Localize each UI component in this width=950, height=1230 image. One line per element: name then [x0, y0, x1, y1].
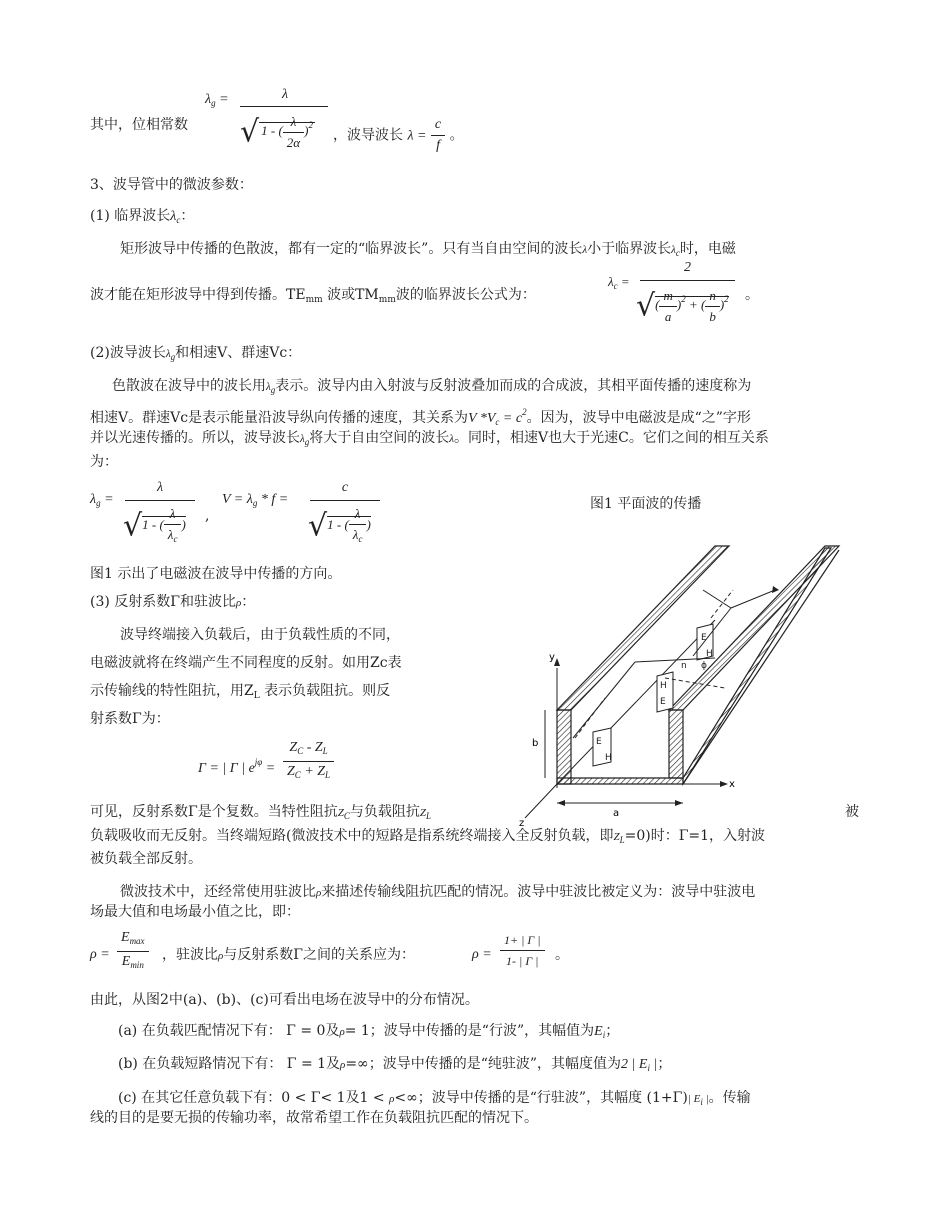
svg-text:H: H [660, 681, 667, 691]
formula-lambda-g: $\lambda_g$ = [205, 92, 229, 108]
svg-text:H: H [706, 649, 713, 659]
z-axis-label: z [519, 818, 525, 829]
svg-text:E: E [660, 697, 666, 707]
svg-text:ϕ: ϕ [701, 661, 707, 671]
svg-text:n: n [681, 661, 687, 671]
section-heading-3: 3、波导管中的微波参数： [90, 177, 253, 193]
y-axis-label: y [549, 652, 555, 663]
formula-phase-velocity: $V = \lambda_g * f$ = [222, 492, 289, 508]
p1-lead: 其中，位相常数 [90, 117, 188, 133]
formula-vswr-gamma: ρ = [472, 947, 492, 962]
dim-b-label: b [532, 738, 539, 749]
figure-caption: 图1 平面波的传播 [590, 496, 702, 512]
p1-end: 。 [449, 127, 464, 144]
formula-vswr-def: ρ = [90, 947, 110, 962]
formula-reflection-coefficient: Γ = | Γ | $e^{j\varphi}$ = [198, 757, 276, 776]
sec1-title: (1) 临界波长 [90, 208, 171, 224]
waveguide-figure [515, 538, 860, 838]
formula-lambda-c: $\lambda_c$ = [608, 274, 630, 291]
formula-lambda-g-2: $\lambda_g$ = [90, 492, 114, 508]
x-axis-label: x [729, 779, 735, 790]
svg-text:E: E [701, 633, 707, 643]
z-axis [525, 784, 557, 818]
dim-a-label: a [613, 808, 620, 819]
p1-mid: ，波导波长 [333, 127, 403, 144]
svg-text:E: E [596, 737, 602, 747]
svg-text:H: H [605, 753, 612, 763]
